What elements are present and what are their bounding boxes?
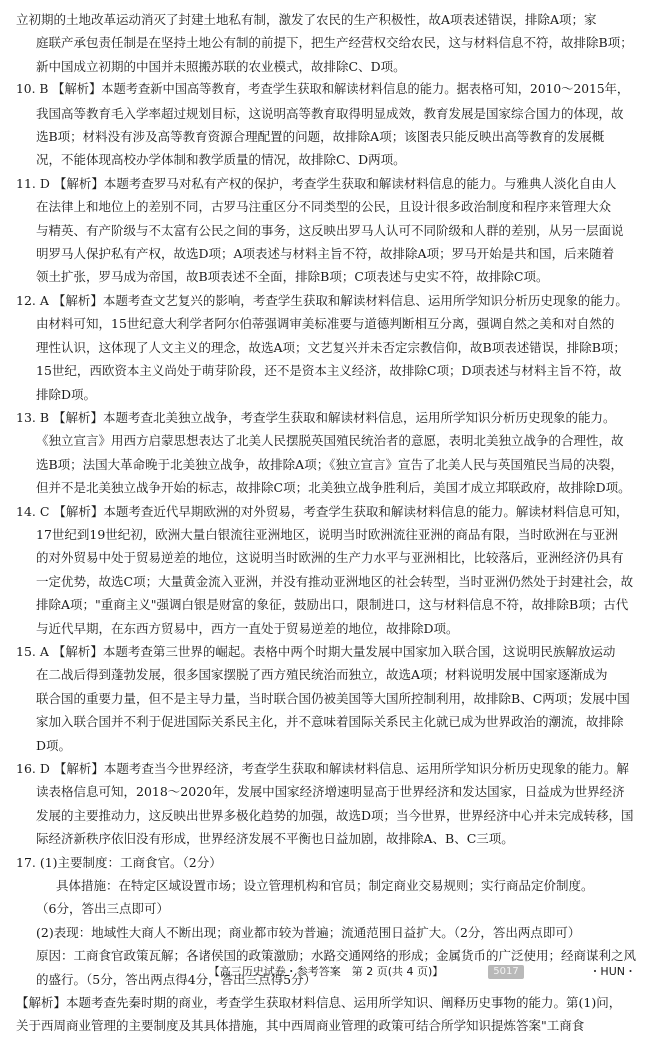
text-line: 15世纪，西欧资本主义尚处于萌芽阶段，还不是资本主义经济，故排除C项；D项表述与材料主旨不符，故 [36,363,622,379]
text-line: 选B项；法国大革命晚于北美独立战争，故排除A项；《独立宣言》宣告了北美人民与英国殖民当局的决裂， [36,456,623,472]
text-line: 在法律上和地位上的差别不同，古罗马注重区分不同类型的公民，且设计很多政治制度和程序来管理大众 [36,199,612,215]
text-line: 发展的主要推动力，这反映出世界多极化趋势的加强，故选D项；当今世界，世界经济中心并未完成转移，国 [36,807,634,823]
text-line: 联合国的重要力量，但不是主导力量，当时联合国仍被美国等大国所控制利用，故排除B、C两项；发展中国 [36,690,630,706]
answer-13-line: 13. B 【解析】本题考查北美独立战争，考查学生获取和解读材料信息，运用所学知识分析历史现象的能力。 [16,409,616,425]
text-line: 况，不能体现高校办学体制和教学质量的情况，故排除C、D两项。 [36,152,406,168]
text-line: 读表格信息可知，2018～2020年，发展中国家经济增速明显高于世界经济和发达国家，日益成为世界经济 [36,784,625,800]
text-line: 由材料可知，15世纪意大利学者阿尔伯蒂强调审美标准要与道德判断相互分离，强调自然之美和对自然的 [36,316,615,332]
answer-16-line: 16. D 【解析】本题考查当今世界经济，考查学生获取和解读材料信息、运用所学知识分析历史现象的能力。解 [16,761,629,776]
text-line: 选B项；材料没有涉及高等教育资源合理配置的问题，故排除A项；该图表只能反映出高等教育的发展概 [36,129,605,145]
text-line: 但并不是北美独立战争开始的标志，故排除C项；北美独立战争胜利后，美国才成立邦联政府，故排除D项。 [36,480,631,496]
page-footer [16,962,636,982]
text-line: 17世纪到19世纪初，欧洲大量白银流往亚洲地区，说明当时欧洲流往亚洲的商品有限，当时欧洲在与亚洲 [36,526,618,542]
analysis-line: 【解析】本题考查先秦时期的商业，考查学生获取材料信息、运用所学知识、阐释历史事物的能力。第(1)问， [16,995,622,1011]
text-line: 关于西周商业管理的主要制度及其具体措施，其中西周商业管理的政策可结合所学知识提炼答案"工商食 [16,1018,585,1034]
text-line: (2)表现：地域性大商人不断出现；商业都市较为普遍；流通范围日益扩大。（2分，答出两点即可） [36,924,581,940]
text-line: 一定优势，故选C项；大量黄金流入亚洲，并没有推动亚洲地区的社会转型，当时亚洲仍然处于封建社会，故 [36,573,634,589]
footer-code-badge: 5017 [488,965,524,979]
text-line: 原因：工商食官政策瓦解；各诸侯国的政策激励；水路交通网络的形成；金属货币的广泛使用；经商谋利之风 [36,948,637,964]
text-line: 的盛行。（5分，答出两点得4分，答出三点得5分） [36,971,317,987]
text-line: （6分，答出三点即可） [36,901,169,917]
answer-12-line: 12. A 【解析】本题考查文艺复兴的影响，考查学生获取和解读材料信息、运用所学知识分析历史现象的能力。 [16,292,628,308]
text-line: 排除A项；"重商主义"强调白银是财富的象征，鼓励出口，限制进口，这与材料信息不符，故排除B项；古代 [36,597,629,613]
footer-region: ・HUN・ [589,965,636,978]
answer-17-line: 17. (1)主要制度：工商食官。（2分） [16,854,222,870]
footer-title: 【高三历史试卷・参考答案 第 2 页(共 4 页)】 [208,965,444,978]
text-line: 的对外贸易中处于贸易逆差的地位，这说明当时欧洲的生产力水平与亚洲相比，比较落后，亚洲经济仍具有 [36,550,624,566]
text-line: 我国高等教育毛入学率超过规划目标，这说明高等教育取得明显成效，教育发展是国家综合国力的体现，故 [36,105,624,121]
text-line: 与近代早期，在东西方贸易中，西方一直处于贸易逆差的地位，故排除D项。 [36,620,459,636]
text-line: 家加入联合国并不利于促进国际关系民主化，并不意味着国际关系民主化就已成为世界政治的潮流，故排除 [36,714,624,730]
text-line: 具体措施：在特定区域设置市场；设立管理机构和官员；制定商业交易规则；实行商品定价制度。 [56,878,594,894]
answer-11-line: 11. D 【解析】本题考查罗马对私有产权的保护，考查学生获取和解读材料信息的能力。与雅典人淡化自由人 [16,175,617,191]
text-line: 排除D项。 [36,386,97,402]
answer-15-line: 15. A 【解析】本题考查第三世界的崛起。表格中两个时期大量发展中国家加入联合国，这说明民族解放运动 [16,643,616,659]
text-line: D项。 [36,737,72,753]
text-line: 与精英、有产阶级与不太富有公民之间的事务，这反映出罗马人认可不同阶级和人群的差别，从另一层面说 [36,222,624,238]
text-line: 明罗马人保护私有产权，故选D项；A项表述与材料主旨不符，故排除A项；罗马开始是共和国，后来随着 [36,246,615,262]
text-line: 在二战后得到蓬勃发展，很多国家摆脱了西方殖民统治而独立，故选A项；材料说明发展中国家逐渐成为 [36,667,608,683]
text-line: 庭联产承包责任制是在坚持土地公有制的前提下，把生产经营权交给农民，这与材料信息不符，故排除B项； [36,35,633,51]
text-line: 立初期的土地改革运动消灭了封建土地私有制，激发了农民的生产积极性，故A项表述错误，排除A项；家 [16,12,597,27]
text-line: 际经济新秩序依旧没有形成，世界经济发展不平衡也日益加剧，故排除A、B、C三项。 [36,831,514,847]
text-line: 领土扩张，罗马成为帝国，故B项表述不全面，排除B项；C项表述与史实不符，故排除C项。 [36,269,549,285]
text-line: 新中国成立初期的中国并未照搬苏联的农业模式，故排除C、D项。 [36,58,406,74]
text-line: 《独立宣言》用西方启蒙思想表达了北美人民摆脱英国殖民统治者的意愿，表明北美独立战争的合理性，故 [36,433,624,449]
text-body [16,8,636,1038]
text-line: 理性认识，这体现了人文主义的理念，故选A项；文艺复兴并未否定宗教信仰，故B项表述错误，排除B项； [36,339,626,355]
answer-14-line: 14. C 【解析】本题考查近代早期欧洲的对外贸易，考查学生获取和解读材料信息的能力。解读材料信息可知， [16,503,629,519]
answer-10-line: 10. B 【解析】本题考查新中国高等教育，考查学生获取和解读材料信息的能力。据表格可知，2010～2015年， [16,82,630,97]
